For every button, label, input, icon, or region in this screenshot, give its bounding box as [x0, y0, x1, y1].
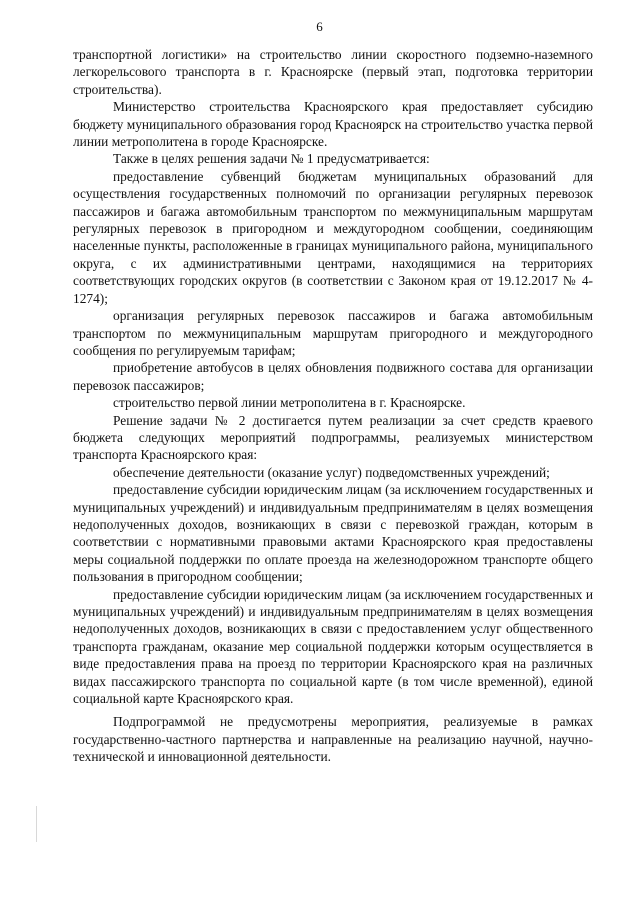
- list-item-metro-construction: строительство первой линии метрополитена в г. Красноярске.: [113, 395, 466, 411]
- paragraph-construction-ministry: Министерство строительства Красноярского края предоставляет субсидию бюджету муниципального образования город Красноярск на строительство участка первой линии метрополитена в городе Красноярске.: [73, 99, 593, 150]
- paragraph-task2-intro: Решение задачи № 2 достигается путем реализации за счет средств краевого бюджета следующих мероприятий подпрограммы, реализуемых министерством транспорта Красноярского края:: [73, 412, 593, 463]
- list-item-social-card-subsidy: предоставление субсидии юридическим лицам (за исключением государственных и муниципальных учреждений) и индивидуальным предпринимателям в целях возмещения недополученных доходов, возникающих в связи с предоставлением услуг общественного транспорта гражданам, оказание мер социальной поддержки которым осуществляется в виде предоставления права на проезд по территории Красноярского края на различных видах пассажирского транспорта по социальной карте (в том числе временной), единой социальной карте Красноярского края.: [73, 586, 593, 707]
- scan-margin-mark: [36, 806, 37, 842]
- page-number: 6: [316, 19, 323, 34]
- paragraph-ppp-note: Подпрограммой не предусмотрены мероприятия, реализуемые в рамках государственно-частного партнерства и направленные на реализацию научной, научно-технической и инновационной деятельности.: [73, 714, 593, 765]
- list-item-railway-subsidy: предоставление субсидии юридическим лицам (за исключением государственных и муниципальных учреждений) и индивидуальным предпринимателям в целях возмещения недополученных доходов, возникающих в связи с перевозкой граждан, которым в соответствии с нормативными правовыми актами Красноярского края предоставлены меры социальной поддержки по оплате проезда на железнодорожном транспорте общего пользования в пригородном сообщении;: [73, 482, 593, 585]
- list-item-bus-purchase: приобретение автобусов в целях обновления подвижного состава для организации перевозок пассажиров;: [73, 360, 593, 393]
- list-item-subventions: предоставление субвенций бюджетам муниципальных образований для осуществления государственных полномочий по организации регулярных перевозок пассажиров и багажа автомобильным транспортом по межмуниципальным маршрутам регулярных перевозок в пригородном и междугородном сообщении, соединяющим населенные пункты, расположенные в границах муниципального района, муниципального округа, с их административными центрами, находящимися на территориях соответствующих городских округов (в соответствии с Законом края от 19.12.2017 № 4-1274);: [73, 168, 593, 306]
- document-body: [73, 46, 593, 766]
- list-item-subordinate-institutions: обеспечение деятельности (оказание услуг) подведомственных учреждений;: [113, 464, 550, 480]
- paragraph-continuation: транспортной логистики» на строительство линии скоростного подземно-наземного легкорельсового транспорта в г. Красноярске (первый этап, подготовка территории строительства).: [73, 47, 593, 97]
- paragraph-task1-intro: Также в целях решения задачи № 1 предусматривается:: [113, 151, 430, 167]
- list-item-regular-transport: организация регулярных перевозок пассажиров и багажа автомобильным транспортом по межмуниципальным маршрутам пригородного и междугородного сообщения по регулируемым тарифам;: [73, 308, 593, 358]
